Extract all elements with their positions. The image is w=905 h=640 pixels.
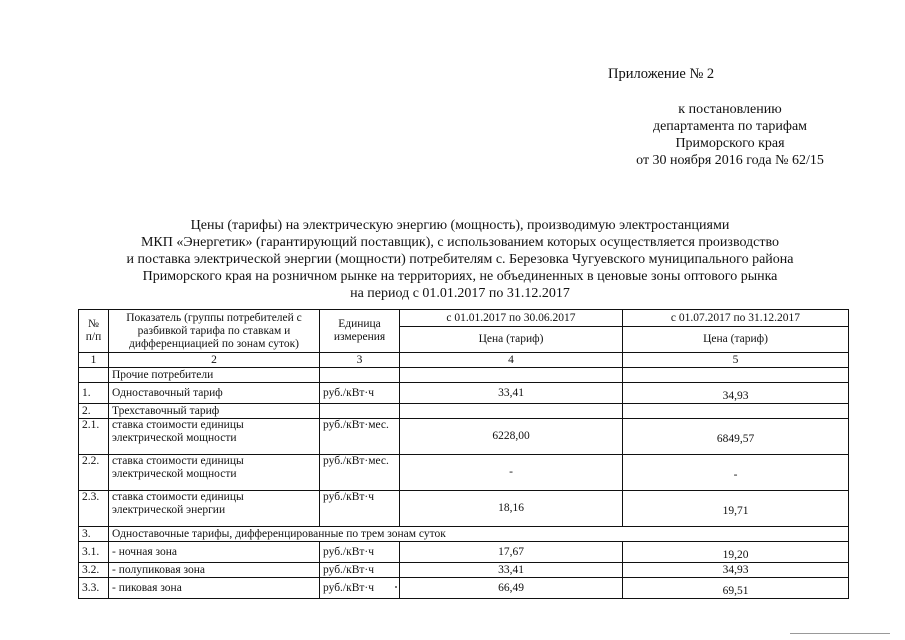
row-value-2: 19,20	[623, 542, 849, 563]
ref-line: к постановлению	[678, 102, 782, 117]
row-number: 2.3.	[79, 491, 109, 527]
header-number: № п/п	[79, 310, 109, 353]
header-period-2: с 01.07.2017 по 31.12.2017	[623, 310, 849, 327]
row-number: 3.3.	[79, 578, 109, 599]
title-line: МКП «Энергетик» (гарантирующий поставщик), с использованием которых осуществляется производство	[140, 235, 780, 250]
row-value-1	[400, 368, 623, 383]
row-name: - пиковая зона	[109, 578, 320, 599]
row-value-2: 34,93	[623, 563, 849, 578]
index-cell: 1	[79, 353, 109, 368]
row-value-2: 19,71	[623, 491, 849, 527]
table-row	[79, 368, 849, 383]
row-value-1: 6228,00	[400, 419, 623, 455]
title-line: Приморского края на розничном рынке на территориях, не объединенных в ценовые зоны оптового рынка	[142, 269, 778, 284]
row-value-2: 69,51	[623, 578, 849, 599]
row-unit: руб./кВт·ч	[320, 578, 400, 599]
row-number: 3.	[79, 527, 109, 542]
table-row	[79, 455, 849, 491]
row-number	[79, 368, 109, 383]
row-name: Трехставочный тариф	[109, 404, 320, 419]
row-value-2: 34,93	[623, 383, 849, 404]
row-unit: руб./кВт·мес.	[320, 419, 400, 455]
tariff-table	[78, 309, 849, 599]
appendix-label: Приложение № 2	[608, 66, 715, 82]
resolution-reference	[600, 101, 860, 169]
row-number: 2.2.	[79, 455, 109, 491]
row-value-2: -	[623, 455, 849, 491]
row-unit: руб./кВт·ч	[320, 563, 400, 578]
row-name: - полупиковая зона	[109, 563, 320, 578]
header-period-1: с 01.01.2017 по 30.06.2017	[400, 310, 623, 327]
ref-line: от 30 ноября 2016 года № 62/15	[636, 153, 824, 168]
table-row	[79, 404, 849, 419]
scan-speck	[395, 586, 397, 588]
table-row	[79, 419, 849, 455]
row-name: Одноставочный тариф	[109, 383, 320, 404]
row-name: ставка стоимости единицы электрической мощности	[109, 455, 320, 491]
row-value-1: 17,67	[400, 542, 623, 563]
table-row	[79, 491, 849, 527]
title-line: Цены (тарифы) на электрическую энергию (мощность), производимую электростанциями	[190, 218, 730, 233]
row-unit: руб./кВт·мес.	[320, 455, 400, 491]
header-indicator: Показатель (группы потребителей с разбивкой тарифа по ставкам и дифференциацией по зонам суток)	[109, 310, 320, 353]
row-number: 1.	[79, 383, 109, 404]
row-unit: руб./кВт·ч	[320, 542, 400, 563]
row-name: ставка стоимости единицы электрической мощности	[109, 419, 320, 455]
row-number: 3.1.	[79, 542, 109, 563]
title-line: и поставка электрической энергии (мощности) потребителям с. Березовка Чугуевского муниципального района	[126, 252, 794, 267]
header-price-1: Цена (тариф)	[400, 327, 623, 353]
table-header-row	[79, 310, 849, 327]
row-value-1	[400, 404, 623, 419]
index-cell: 2	[109, 353, 320, 368]
row-name: ставка стоимости единицы электрической энергии	[109, 491, 320, 527]
row-unit: руб./кВт·ч	[320, 383, 400, 404]
index-cell: 3	[320, 353, 400, 368]
row-number: 2.1.	[79, 419, 109, 455]
table-row	[79, 542, 849, 563]
table-row	[79, 578, 849, 599]
title-line: на период с 01.01.2017 по 31.12.2017	[350, 286, 570, 301]
row-name: - ночная зона	[109, 542, 320, 563]
row-value-1: 33,41	[400, 383, 623, 404]
row-value-1: 18,16	[400, 491, 623, 527]
ref-line: Приморского края	[675, 136, 785, 151]
ref-line: департамента по тарифам	[652, 119, 808, 134]
table-row	[79, 527, 849, 542]
row-unit	[320, 368, 400, 383]
header-unit: Единица измерения	[320, 310, 400, 353]
row-number: 3.2.	[79, 563, 109, 578]
table-row	[79, 383, 849, 404]
index-cell: 5	[623, 353, 849, 368]
document-title	[80, 217, 840, 302]
row-value-2	[623, 368, 849, 383]
row-unit	[320, 404, 400, 419]
index-row	[79, 353, 849, 368]
row-value-2	[623, 404, 849, 419]
row-name: Прочие потребители	[109, 368, 320, 383]
header-price-2: Цена (тариф)	[623, 327, 849, 353]
scan-edge-line	[790, 633, 890, 634]
row-value-1: -	[400, 455, 623, 491]
row-value-1: 66,49	[400, 578, 623, 599]
row-unit: руб./кВт·ч	[320, 491, 400, 527]
row-value-2: 6849,57	[623, 419, 849, 455]
table-row	[79, 563, 849, 578]
row-number: 2.	[79, 404, 109, 419]
index-cell: 4	[400, 353, 623, 368]
row-name: Одноставочные тарифы, дифференцированные по трем зонам суток	[109, 527, 849, 542]
row-value-1: 33,41	[400, 563, 623, 578]
